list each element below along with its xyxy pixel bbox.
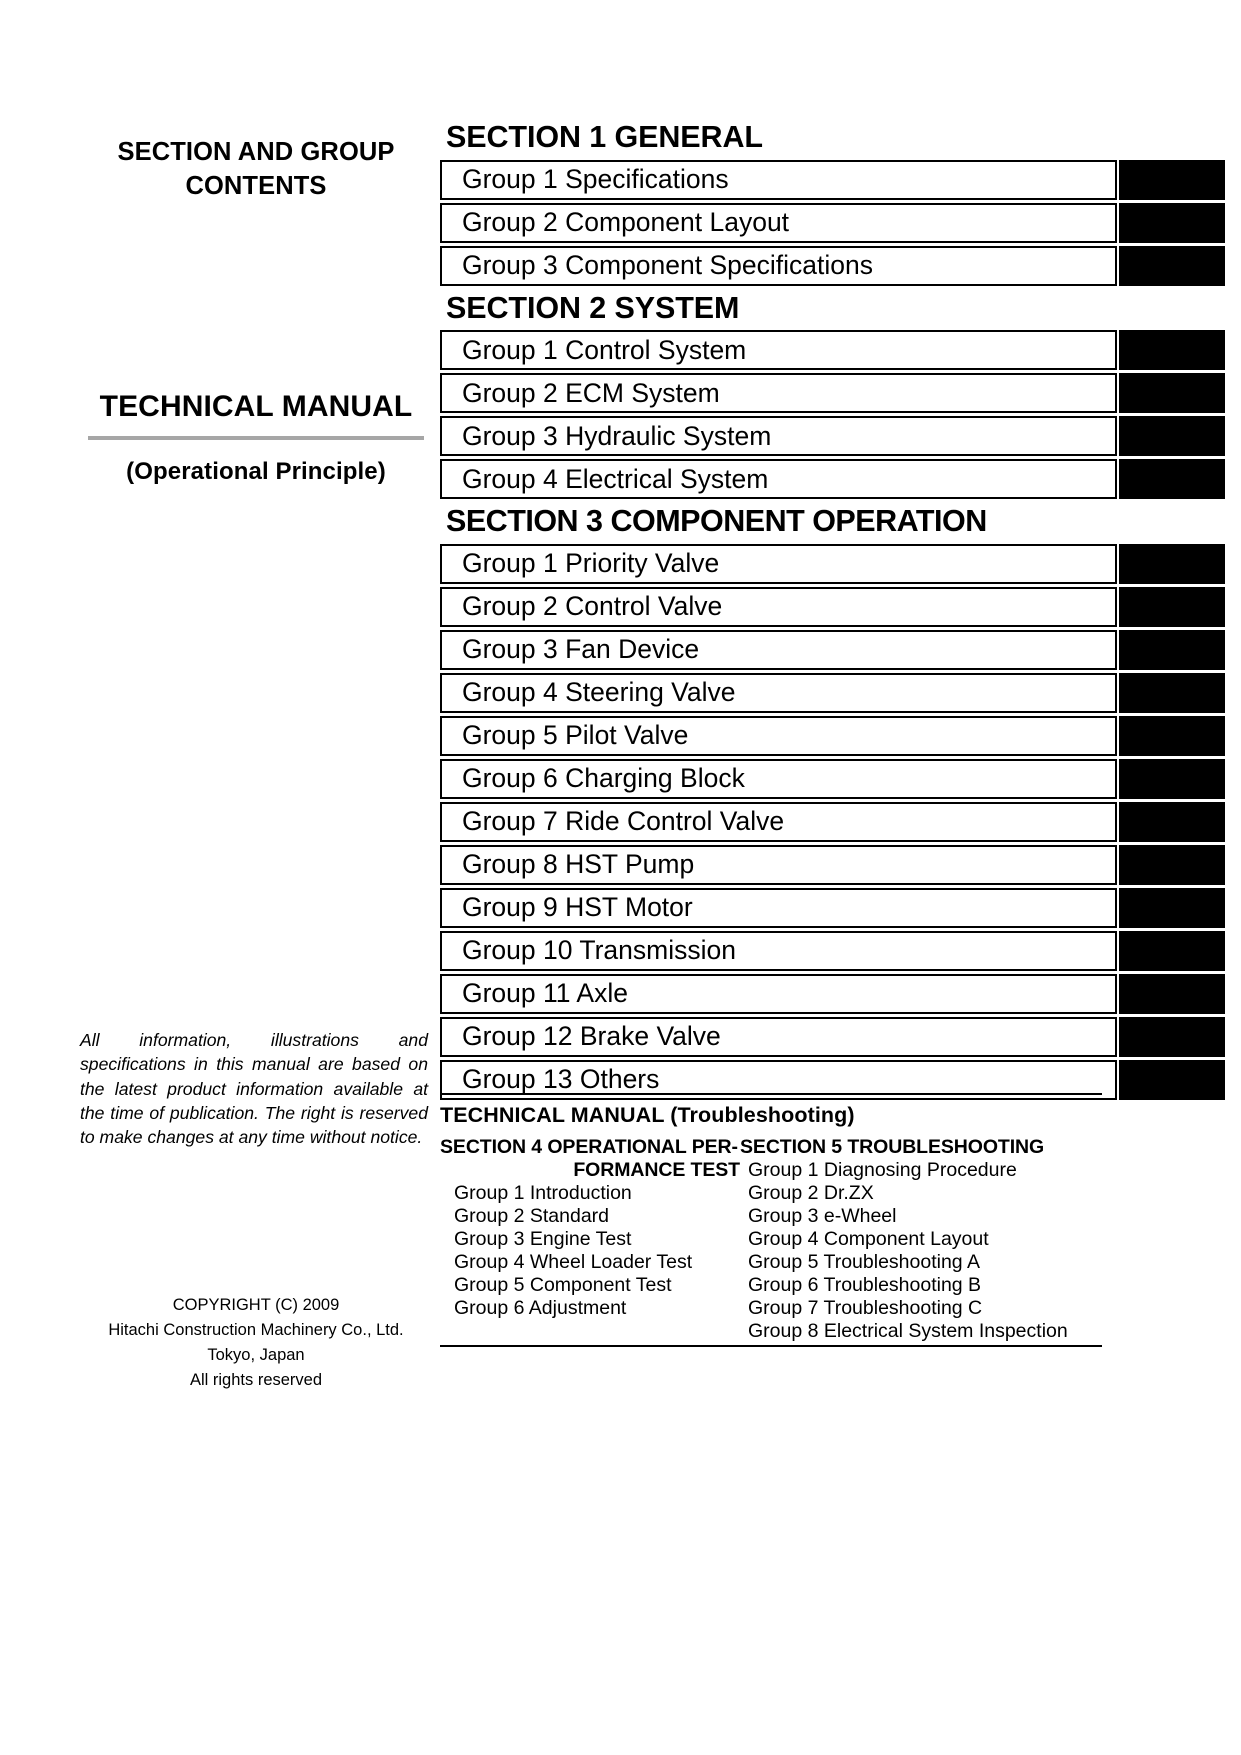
- section-tab-marker: [1119, 974, 1225, 1014]
- troubleshooting-item[interactable]: Group 4 Wheel Loader Test: [454, 1251, 693, 1273]
- troubleshooting-item[interactable]: Group 3 e-Wheel: [748, 1205, 897, 1227]
- group-entry[interactable]: [440, 716, 1117, 756]
- group-row[interactable]: [440, 160, 1225, 200]
- troubleshooting-item[interactable]: Group 2 Standard: [454, 1205, 610, 1227]
- group-entry[interactable]: [440, 802, 1117, 842]
- group-entry[interactable]: [440, 330, 1117, 370]
- section-tab-marker: [1119, 759, 1225, 799]
- sections-list: [440, 118, 1225, 1100]
- group-row[interactable]: [440, 544, 1225, 584]
- section-4-heading-line-1: SECTION 4 OPERATIONAL PER-: [440, 1136, 738, 1158]
- group-entry[interactable]: [440, 587, 1117, 627]
- section-tab-marker: [1119, 716, 1225, 756]
- title-divider-rule: [88, 436, 424, 440]
- troubleshooting-item[interactable]: Group 5 Troubleshooting A: [748, 1251, 980, 1273]
- group-entry[interactable]: [440, 544, 1117, 584]
- group-label: Group 2 Control Valve: [462, 591, 723, 622]
- troubleshooting-item[interactable]: Group 1 Diagnosing Procedure: [748, 1159, 1017, 1181]
- technical-manual-block: [72, 390, 440, 486]
- technical-manual-subtitle: (Operational Principle): [126, 458, 386, 485]
- section-and-group-contents-title: [72, 136, 440, 204]
- section-4-heading-line-2: FORMANCE TEST: [573, 1159, 740, 1181]
- group-entry[interactable]: [440, 1017, 1117, 1057]
- section-group-table: [440, 160, 1225, 286]
- group-label: Group 9 HST Motor: [462, 892, 693, 923]
- group-row[interactable]: [440, 931, 1225, 971]
- section-tab-marker: [1119, 1017, 1225, 1057]
- contents-title-line-2: CONTENTS: [185, 171, 327, 200]
- troubleshooting-item[interactable]: Group 2 Dr.ZX: [748, 1182, 874, 1204]
- group-label: Group 4 Steering Valve: [462, 677, 736, 708]
- group-entry[interactable]: [440, 203, 1117, 243]
- group-row[interactable]: [440, 888, 1225, 928]
- section-tab-marker: [1119, 931, 1225, 971]
- section-tab-marker: [1119, 246, 1225, 286]
- group-row[interactable]: [440, 974, 1225, 1014]
- group-label: Group 2 Component Layout: [462, 207, 790, 238]
- group-label: Group 2 ECM System: [462, 377, 720, 408]
- copyright-block: [72, 1293, 440, 1393]
- group-row[interactable]: [440, 716, 1225, 756]
- section-tab-marker: [1119, 544, 1225, 584]
- section-tab-marker: [1119, 673, 1225, 713]
- group-label: Group 10 Transmission: [462, 935, 736, 966]
- troubleshooting-columns: [440, 1136, 1102, 1343]
- group-row[interactable]: [440, 1017, 1225, 1057]
- group-label: Group 7 Ride Control Valve: [462, 806, 785, 837]
- group-label: Group 4 Electrical System: [462, 463, 769, 494]
- group-row[interactable]: [440, 759, 1225, 799]
- group-entry[interactable]: [440, 974, 1117, 1014]
- group-row[interactable]: [440, 459, 1225, 499]
- troubleshooting-item[interactable]: Group 5 Component Test: [454, 1274, 672, 1296]
- group-entry[interactable]: [440, 373, 1117, 413]
- section-tab-marker: [1119, 587, 1225, 627]
- troubleshooting-block: [440, 1093, 1102, 1343]
- troubleshooting-item[interactable]: Group 3 Engine Test: [454, 1228, 632, 1250]
- troubleshooting-item[interactable]: Group 6 Adjustment: [454, 1297, 627, 1319]
- section-tab-marker: [1119, 330, 1225, 370]
- group-label: Group 12 Brake Valve: [462, 1021, 721, 1052]
- group-label: Group 5 Pilot Valve: [462, 720, 689, 751]
- group-label: Group 13 Others: [462, 1064, 660, 1095]
- group-entry[interactable]: [440, 888, 1117, 928]
- contents-title-line-1: SECTION AND GROUP: [117, 138, 395, 166]
- copyright-line-2: Hitachi Construction Machinery Co., Ltd.: [108, 1321, 404, 1340]
- group-entry[interactable]: [440, 931, 1117, 971]
- troubleshooting-item[interactable]: Group 6 Troubleshooting B: [748, 1274, 982, 1296]
- section-4-column: [440, 1136, 740, 1343]
- copyright-line-1: COPYRIGHT (C) 2009: [172, 1296, 340, 1314]
- section-5-heading: SECTION 5 TROUBLESHOOTING: [740, 1136, 1045, 1158]
- group-label: Group 6 Charging Block: [462, 763, 745, 794]
- group-label: Group 3 Hydraulic System: [462, 420, 772, 451]
- section-tab-marker: [1119, 888, 1225, 928]
- group-row[interactable]: [440, 330, 1225, 370]
- copyright-line-3: Tokyo, Japan: [207, 1346, 305, 1365]
- section-5-items: [740, 1159, 1102, 1343]
- section-tab-marker: [1119, 160, 1225, 200]
- group-row[interactable]: [440, 845, 1225, 885]
- group-entry[interactable]: [440, 160, 1117, 200]
- contents-column: [440, 118, 1225, 1103]
- group-row[interactable]: [440, 673, 1225, 713]
- section-heading: SECTION 3 COMPONENT OPERATION: [446, 504, 987, 538]
- troubleshooting-top-rule: [440, 1093, 1102, 1095]
- section-group-table: [440, 544, 1225, 1100]
- group-row[interactable]: [440, 802, 1225, 842]
- troubleshooting-item[interactable]: Group 7 Troubleshooting C: [748, 1297, 983, 1319]
- group-label: Group 11 Axle: [462, 978, 628, 1009]
- group-row[interactable]: [440, 587, 1225, 627]
- technical-manual-title: TECHNICAL MANUAL: [99, 390, 413, 423]
- section-4-items: [440, 1182, 740, 1320]
- troubleshooting-item[interactable]: Group 4 Component Layout: [748, 1228, 989, 1250]
- group-label: Group 1 Specifications: [462, 164, 729, 195]
- group-label: Group 1 Control System: [462, 334, 747, 365]
- troubleshooting-bottom-rule: [440, 1345, 1102, 1347]
- section-tab-marker: [1119, 802, 1225, 842]
- troubleshooting-title: TECHNICAL MANUAL (Troubleshooting): [440, 1103, 855, 1127]
- section-group-table: [440, 330, 1225, 499]
- section-5-column: [740, 1136, 1102, 1343]
- group-entry[interactable]: [440, 673, 1117, 713]
- section-tab-marker: [1119, 1060, 1225, 1100]
- group-row[interactable]: [440, 416, 1225, 456]
- section-tab-marker: [1119, 373, 1225, 413]
- group-row[interactable]: [440, 203, 1225, 243]
- disclaimer-text: All information, illustrations and specifications in this manual are based on the latest product information available at the time of publication. The right is reserved to make changes at any time without notice.: [80, 1030, 428, 1148]
- troubleshooting-item[interactable]: Group 1 Introduction: [454, 1182, 632, 1204]
- group-row[interactable]: [440, 373, 1225, 413]
- group-label: Group 8 HST Pump: [462, 849, 695, 880]
- section-tab-marker: [1119, 630, 1225, 670]
- group-row[interactable]: [440, 246, 1225, 286]
- group-entry[interactable]: [440, 630, 1117, 670]
- section-tab-marker: [1119, 845, 1225, 885]
- left-column: [72, 118, 440, 1638]
- group-entry[interactable]: [440, 759, 1117, 799]
- section-tab-marker: [1119, 203, 1225, 243]
- group-entry[interactable]: [440, 246, 1117, 286]
- group-label: Group 1 Priority Valve: [462, 548, 720, 579]
- group-row[interactable]: [440, 630, 1225, 670]
- group-entry[interactable]: [440, 416, 1117, 456]
- section-heading: SECTION 1 GENERAL: [446, 120, 763, 154]
- group-label: Group 3 Component Specifications: [462, 250, 873, 281]
- troubleshooting-item[interactable]: Group 8 Electrical System Inspection: [748, 1320, 1068, 1342]
- section-tab-marker: [1119, 416, 1225, 456]
- group-label: Group 3 Fan Device: [462, 634, 700, 665]
- copyright-line-4: All rights reserved: [189, 1371, 323, 1390]
- section-heading: SECTION 2 SYSTEM: [446, 290, 740, 325]
- section-tab-marker: [1119, 459, 1225, 499]
- group-entry[interactable]: [440, 459, 1117, 499]
- group-entry[interactable]: [440, 845, 1117, 885]
